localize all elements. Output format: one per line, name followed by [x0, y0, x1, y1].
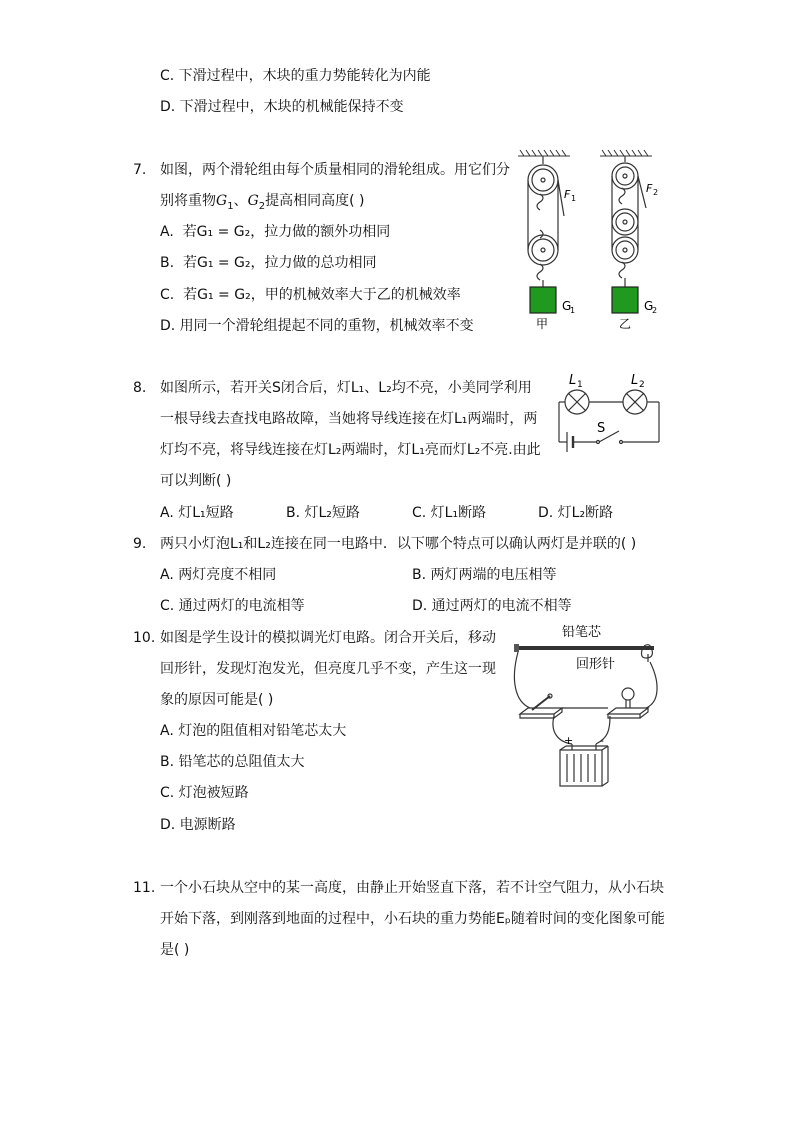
q7-pulley-figure: [512, 150, 672, 335]
svg-text:1: 1: [577, 380, 583, 390]
q10-line2: 回形针，发现灯泡发光，但亮度几乎不变，产生这一现: [160, 661, 496, 677]
q9-stem: 两只小灯泡L₁和L₂连接在同一电路中．以下哪个特点可以确认两灯是并联的( ): [160, 536, 637, 552]
q8-circuit-figure: [553, 370, 665, 460]
q9-option-c: C. 通过两灯的电流相等: [160, 598, 305, 614]
q9-option-a: A. 两灯亮度不相同: [160, 567, 277, 583]
svg-text:-: -: [600, 734, 604, 747]
svg-text:2: 2: [652, 306, 658, 315]
q11-line1: 一个小石块从空中的某一高度，由静止开始竖直下落，若不计空气阻力，从小石块: [160, 880, 664, 896]
svg-text:L: L: [569, 373, 577, 388]
q10-dimmer-figure: [510, 622, 660, 792]
q7-label-jia: 甲: [536, 317, 549, 331]
svg-text:回形针: 回形针: [576, 657, 616, 672]
svg-text:2: 2: [639, 380, 645, 390]
q7-option-a: A. 若G₁ = G₂，拉力做的额外功相同: [160, 224, 391, 240]
q11-line3: 是( ): [160, 942, 190, 958]
svg-text:F: F: [564, 188, 571, 201]
q11-number: 11.: [133, 880, 156, 896]
svg-text:L: L: [631, 373, 639, 388]
q10-number: 10.: [133, 630, 156, 646]
svg-text:铅笔芯: 铅笔芯: [562, 625, 602, 640]
q10-line3: 象的原因可能是( ): [160, 692, 274, 708]
q7-weight-g1: [530, 287, 556, 313]
q8-number: 8.: [133, 380, 147, 396]
q10-option-d: D. 电源断路: [160, 817, 236, 833]
q7-option-c: C. 若G₁ = G₂，甲的机械效率大于乙的机械效率: [160, 287, 461, 303]
q8-option-c: C. 灯L₁断路: [412, 505, 487, 521]
q8-option-a: A. 灯L₁短路: [160, 505, 234, 521]
svg-text:S: S: [597, 421, 606, 436]
svg-text:G: G: [644, 299, 654, 313]
q11-line2: 开始下落，到刚落到地面的过程中，小石块的重力势能Eₚ随着时间的变化图象可能: [160, 911, 665, 927]
q8-option-d: D. 灯L₂断路: [538, 505, 614, 521]
q8-line1: 如图所示，若开关S闭合后，灯L₁、L₂均不亮，小美同学利用: [160, 380, 532, 396]
svg-text:F: F: [646, 182, 653, 195]
q9-option-d: D. 通过两灯的电流不相等: [412, 598, 572, 614]
q7-label-yi: 乙: [619, 317, 632, 331]
svg-text:G: G: [562, 299, 572, 313]
q10-option-a: A. 灯泡的阻值相对铅笔芯太大: [160, 723, 347, 739]
q10-line1: 如图是学生设计的模拟调光灯电路。闭合开关后，移动: [160, 630, 496, 646]
q7-stem-line1: 如图，两个滑轮组由每个质量相同的滑轮组成。用它们分: [160, 162, 510, 178]
q7-option-b: B. 若G₁ = G₂，拉力做的总功相同: [160, 255, 377, 271]
q7-number: 7.: [133, 162, 147, 178]
q8-option-b: B. 灯L₂短路: [286, 505, 360, 521]
svg-text:+: +: [564, 734, 574, 747]
pencil-lead: [516, 646, 654, 650]
q7-weight-g2: [612, 287, 638, 313]
q6-option-c: C. 下滑过程中，木块的重力势能转化为内能: [160, 68, 431, 84]
q7-stem-line2: 别将重物$G_1$、$G_2$提高相同高度( ): [160, 193, 365, 212]
q9-option-b: B. 两灯两端的电压相等: [412, 567, 557, 583]
q8-line4: 可以判断( ): [160, 473, 232, 489]
q10-option-b: B. 铅笔芯的总阻值太大: [160, 754, 305, 770]
q6-option-d: D. 下滑过程中，木块的机械能保持不变: [160, 99, 404, 115]
svg-text:2: 2: [653, 188, 659, 197]
q10-option-c: C. 灯泡被短路: [160, 785, 249, 801]
q8-line2: 一根导线去查找电路故障，当她将导线连接在灯L₁两端时，两: [160, 411, 538, 427]
q7-option-d: D. 用同一个滑轮组提起不同的重物，机械效率不变: [160, 318, 474, 334]
svg-text:1: 1: [570, 306, 576, 315]
svg-text:1: 1: [571, 194, 577, 203]
q8-line3: 灯均不亮，将导线连接在灯L₂两端时，灯L₁亮而灯L₂不亮.由此: [160, 442, 541, 458]
q9-number: 9.: [133, 536, 147, 552]
